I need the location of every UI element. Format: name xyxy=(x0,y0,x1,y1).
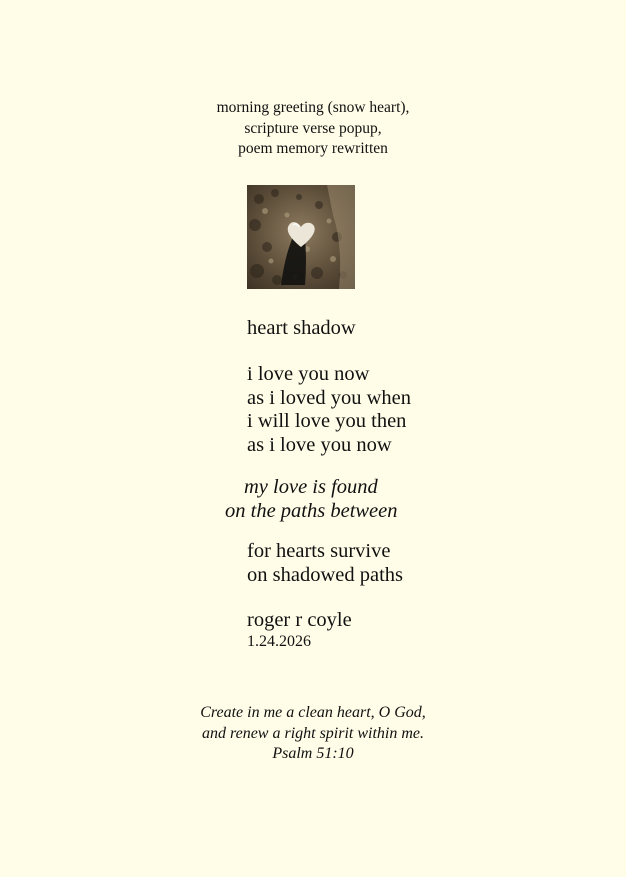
header-line: poem memory rewritten xyxy=(238,140,388,157)
poem-italic-line: my love is found xyxy=(244,476,378,498)
poem-title: heart shadow xyxy=(247,317,356,339)
poem-line: on shadowed paths xyxy=(247,563,404,586)
poem-italic-line: on the paths between xyxy=(225,500,398,522)
poem-line: as i loved you when xyxy=(247,386,411,409)
header-line: scripture verse popup, xyxy=(244,119,382,137)
poem-line: for hearts survive xyxy=(247,540,391,562)
poem-stanza-3 xyxy=(247,540,403,587)
poem-line: as i love you now xyxy=(247,433,392,456)
poem-author: roger r coyle xyxy=(247,609,352,631)
header-line: morning greeting (snow heart), xyxy=(216,99,410,116)
verse-reference: Psalm 51:10 xyxy=(272,745,354,762)
poem-line: i love you now xyxy=(247,363,370,385)
snow-heart-photo xyxy=(247,185,355,289)
snow-heart-shadow-photo-icon xyxy=(247,185,355,289)
poem-stanza-1 xyxy=(247,363,411,457)
verse-line: Create in me a clean heart, O God, xyxy=(200,704,426,721)
scripture-verse xyxy=(0,703,626,765)
verse-line: and renew a right spirit within me. xyxy=(201,724,425,742)
poem-line: i will love you then xyxy=(247,410,407,432)
header-notes xyxy=(0,98,626,160)
poem-date: 1.24.2026 xyxy=(247,633,311,650)
